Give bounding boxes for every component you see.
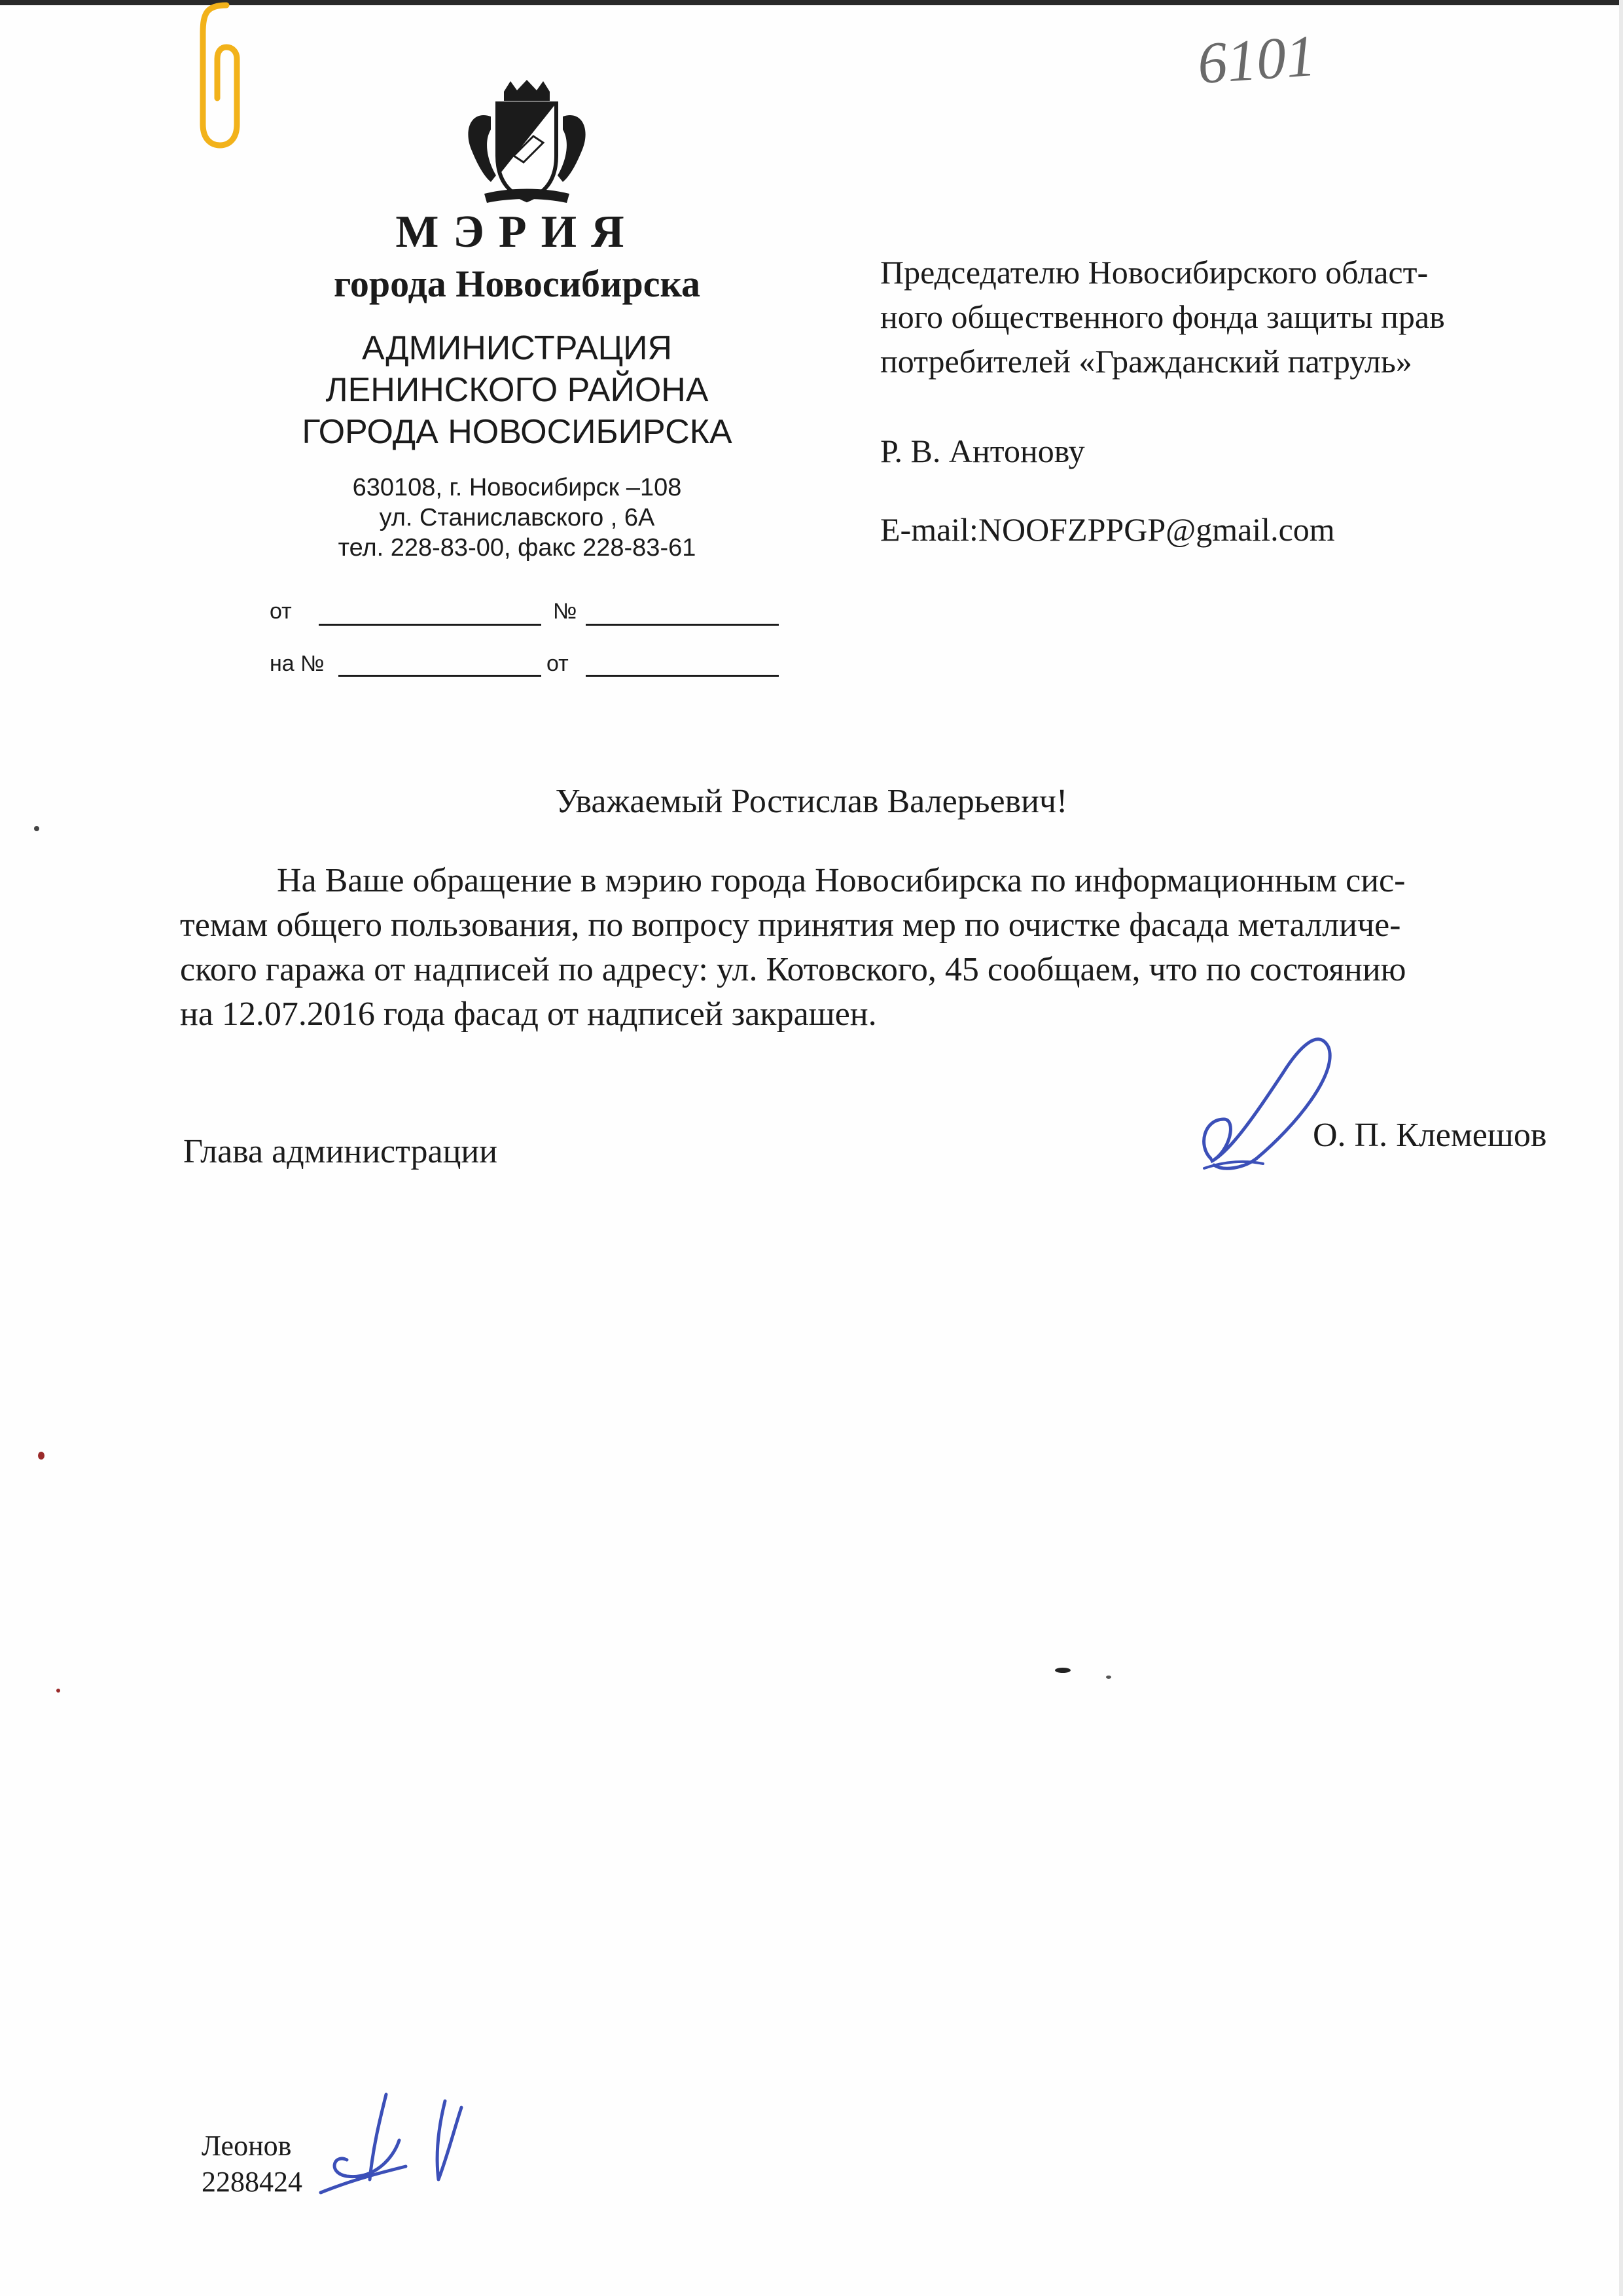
recipient-line-3: потребителей «Гражданский патруль»: [880, 343, 1412, 380]
executor-name: Леонов: [202, 2130, 292, 2162]
salutation: Уважаемый Ростислав Валерьевич!: [555, 783, 1068, 820]
scan-speck: [56, 1689, 60, 1693]
executor-phone: 2288424: [202, 2166, 302, 2198]
body-line-3: ского гаража от надписей по адресу: ул. Котовского, 45 сообщаем, что по состоянию: [180, 951, 1406, 988]
handwritten-signature-icon: [1185, 1021, 1355, 1185]
body-line-1-text: На Ваше обращение в мэрию города Новосибирска по информационным сис-: [277, 862, 1406, 899]
recipient-line-2: ного общественного фонда защиты прав: [880, 298, 1445, 335]
reg-date-label: от: [270, 599, 292, 624]
recipient-line-1: Председателю Новосибирского област-: [880, 254, 1429, 291]
scan-speck: [1055, 1668, 1071, 1673]
scan-speck: [1106, 1676, 1111, 1679]
ref-date-line: [586, 675, 779, 677]
admin-line-2: ЛЕНИНСКОГО РАЙОНА: [325, 371, 709, 409]
city-title: города Новосибирска: [333, 262, 701, 305]
body-line-2: темам общего пользования, по вопросу принятия мер по очистке фасада металличе-: [180, 906, 1401, 944]
body-line-4: на 12.07.2016 года фасад от надписей закрашен.: [180, 996, 877, 1033]
executor-initials-signature-icon: [308, 2081, 478, 2206]
reg-number-line: [586, 624, 779, 626]
scan-speck: [34, 826, 39, 831]
signer-role: Глава администрации: [183, 1133, 498, 1170]
coat-of-arms-icon: [452, 77, 602, 208]
ref-number-label: на №: [270, 651, 325, 676]
paper-clip-icon: [194, 0, 246, 151]
mayoralty-title: МЭРИЯ: [395, 207, 639, 257]
body-line-1: [180, 859, 1574, 903]
ref-number-line: [338, 675, 541, 677]
address-line-1: 630108, г. Новосибирск –108: [352, 474, 682, 501]
admin-line-1: АДМИНИСТРАЦИЯ: [361, 329, 673, 367]
reg-date-line: [319, 624, 541, 626]
address-line-3: тел. 228-83-00, факс 228-83-61: [338, 534, 696, 562]
scan-speck: [38, 1452, 45, 1460]
recipient-email: E-mail:NOOFZPPGP@gmail.com: [880, 511, 1335, 548]
admin-line-3: ГОРОДА НОВОСИБИРСКА: [302, 413, 732, 451]
address-line-2: ул. Станиславского , 6А: [379, 504, 655, 531]
recipient-name: Р. В. Антонову: [880, 433, 1085, 469]
reg-number-label: №: [553, 599, 577, 624]
signer-name: О. П. Клемешов: [1313, 1117, 1547, 1154]
scan-edge-right: [1619, 0, 1623, 2296]
handwritten-registration-number: 6101: [1195, 23, 1318, 97]
ref-date-label: от: [546, 651, 569, 676]
